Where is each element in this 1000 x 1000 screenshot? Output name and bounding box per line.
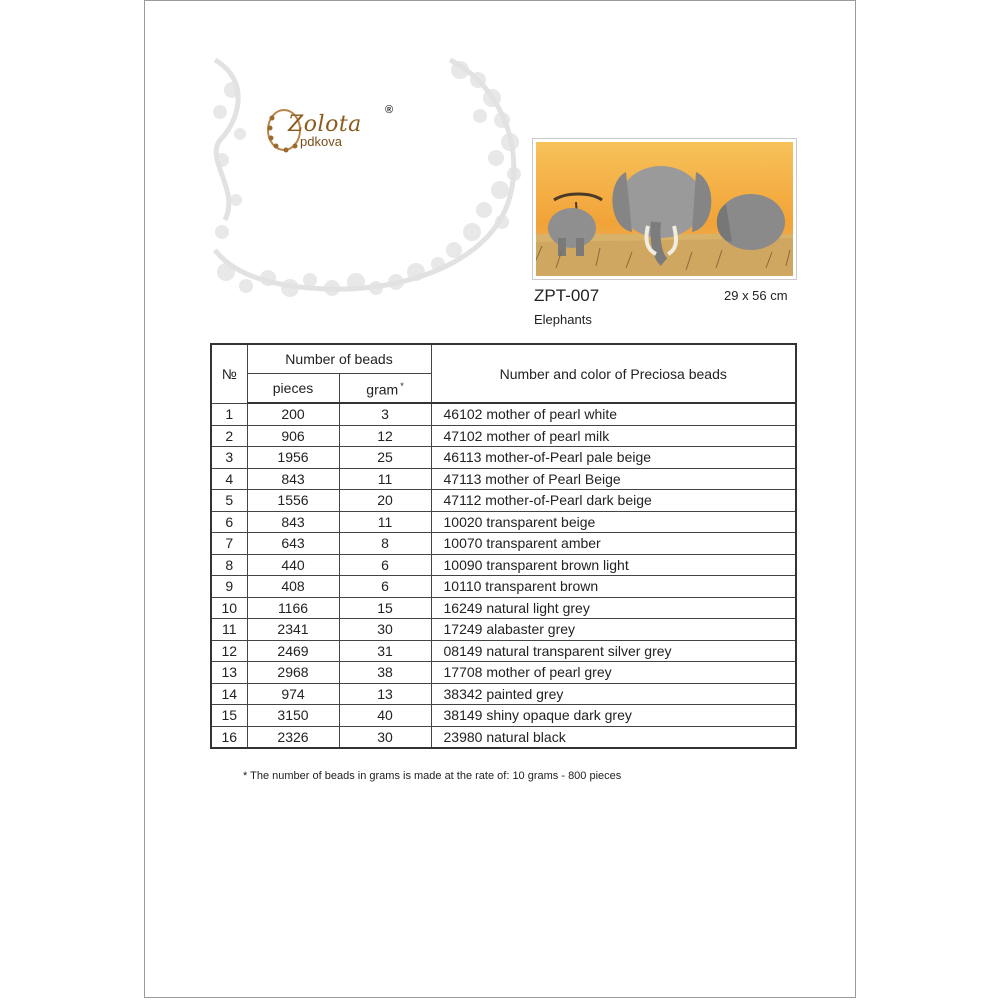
table-row [211, 533, 796, 555]
table-row [211, 554, 796, 576]
product-code: ZPT-007 [534, 286, 600, 305]
row-pieces: 1166 [247, 597, 339, 619]
row-number: 9 [211, 576, 247, 598]
row-color: 23980 natural black [431, 726, 796, 748]
registered-mark: ® [385, 104, 394, 116]
row-gram: 12 [339, 425, 431, 447]
table-row [211, 619, 796, 641]
table-row [211, 511, 796, 533]
row-color: 38149 shiny opaque dark grey [431, 705, 796, 727]
row-color: 46113 mother-of-Pearl pale beige [431, 447, 796, 469]
table-row [211, 576, 796, 598]
row-pieces: 2469 [247, 640, 339, 662]
row-gram: 8 [339, 533, 431, 555]
row-pieces: 974 [247, 683, 339, 705]
row-gram: 11 [339, 511, 431, 533]
elephants-illustration [536, 142, 793, 276]
row-color: 47102 mother of pearl milk [431, 425, 796, 447]
table-row [211, 726, 796, 748]
header-gram-footnote-mark: * [400, 381, 404, 392]
table-row [211, 662, 796, 684]
table-row [211, 447, 796, 469]
row-gram: 40 [339, 705, 431, 727]
row-pieces: 2968 [247, 662, 339, 684]
row-number: 2 [211, 425, 247, 447]
row-color: 10090 transparent brown light [431, 554, 796, 576]
row-color: 16249 natural light grey [431, 597, 796, 619]
row-color: 38342 painted grey [431, 683, 796, 705]
row-pieces: 906 [247, 425, 339, 447]
row-color: 46102 mother of pearl white [431, 403, 796, 425]
header-gram-label: gram [366, 381, 399, 398]
header-pieces: pieces [247, 374, 339, 404]
row-number: 8 [211, 554, 247, 576]
beads-table-body [211, 403, 796, 748]
table-row [211, 403, 796, 425]
row-gram: 11 [339, 468, 431, 490]
row-color: 08149 natural transparent silver grey [431, 640, 796, 662]
table-row [211, 597, 796, 619]
row-pieces: 408 [247, 576, 339, 598]
row-gram: 13 [339, 683, 431, 705]
row-color: 17708 mother of pearl grey [431, 662, 796, 684]
row-gram: 3 [339, 403, 431, 425]
brand-name: Zolota [288, 112, 362, 137]
row-gram: 6 [339, 554, 431, 576]
row-pieces: 643 [247, 533, 339, 555]
row-number: 1 [211, 403, 247, 425]
row-color: 47113 mother of Pearl Beige [431, 468, 796, 490]
product-size: 29 x 56 cm [724, 288, 788, 303]
table-row [211, 490, 796, 512]
table-row [211, 468, 796, 490]
floral-ornament [210, 50, 530, 310]
row-number: 10 [211, 597, 247, 619]
row-number: 15 [211, 705, 247, 727]
row-number: 6 [211, 511, 247, 533]
row-gram: 20 [339, 490, 431, 512]
beads-table [210, 343, 797, 749]
header-color: Number and color of Preciosa beads [431, 344, 796, 403]
product-name: Elephants [534, 312, 592, 327]
header-beads-group: Number of beads [247, 344, 431, 374]
row-number: 4 [211, 468, 247, 490]
row-number: 13 [211, 662, 247, 684]
table-row [211, 705, 796, 727]
row-gram: 6 [339, 576, 431, 598]
row-gram: 15 [339, 597, 431, 619]
row-pieces: 1956 [247, 447, 339, 469]
row-color: 10110 transparent brown [431, 576, 796, 598]
footnote: * The number of beads in grams is made at the rate of: 10 grams - 800 pieces [243, 770, 622, 782]
header-number: № [211, 344, 247, 403]
row-pieces: 3150 [247, 705, 339, 727]
header-gram [339, 374, 431, 404]
table-row [211, 425, 796, 447]
row-gram: 25 [339, 447, 431, 469]
row-gram: 30 [339, 726, 431, 748]
row-pieces: 2341 [247, 619, 339, 641]
row-pieces: 440 [247, 554, 339, 576]
row-color: 10020 transparent beige [431, 511, 796, 533]
row-pieces: 843 [247, 468, 339, 490]
product-image [532, 138, 797, 280]
row-number: 7 [211, 533, 247, 555]
row-number: 16 [211, 726, 247, 748]
row-pieces: 843 [247, 511, 339, 533]
row-number: 11 [211, 619, 247, 641]
row-pieces: 200 [247, 403, 339, 425]
row-pieces: 2326 [247, 726, 339, 748]
row-number: 12 [211, 640, 247, 662]
row-number: 14 [211, 683, 247, 705]
brand-subtitle: pdkova [300, 134, 342, 149]
row-pieces: 1556 [247, 490, 339, 512]
row-gram: 31 [339, 640, 431, 662]
table-row [211, 683, 796, 705]
row-gram: 30 [339, 619, 431, 641]
row-number: 5 [211, 490, 247, 512]
row-gram: 38 [339, 662, 431, 684]
row-color: 10070 transparent amber [431, 533, 796, 555]
row-color: 17249 alabaster grey [431, 619, 796, 641]
row-number: 3 [211, 447, 247, 469]
table-row [211, 640, 796, 662]
row-color: 47112 mother-of-Pearl dark beige [431, 490, 796, 512]
